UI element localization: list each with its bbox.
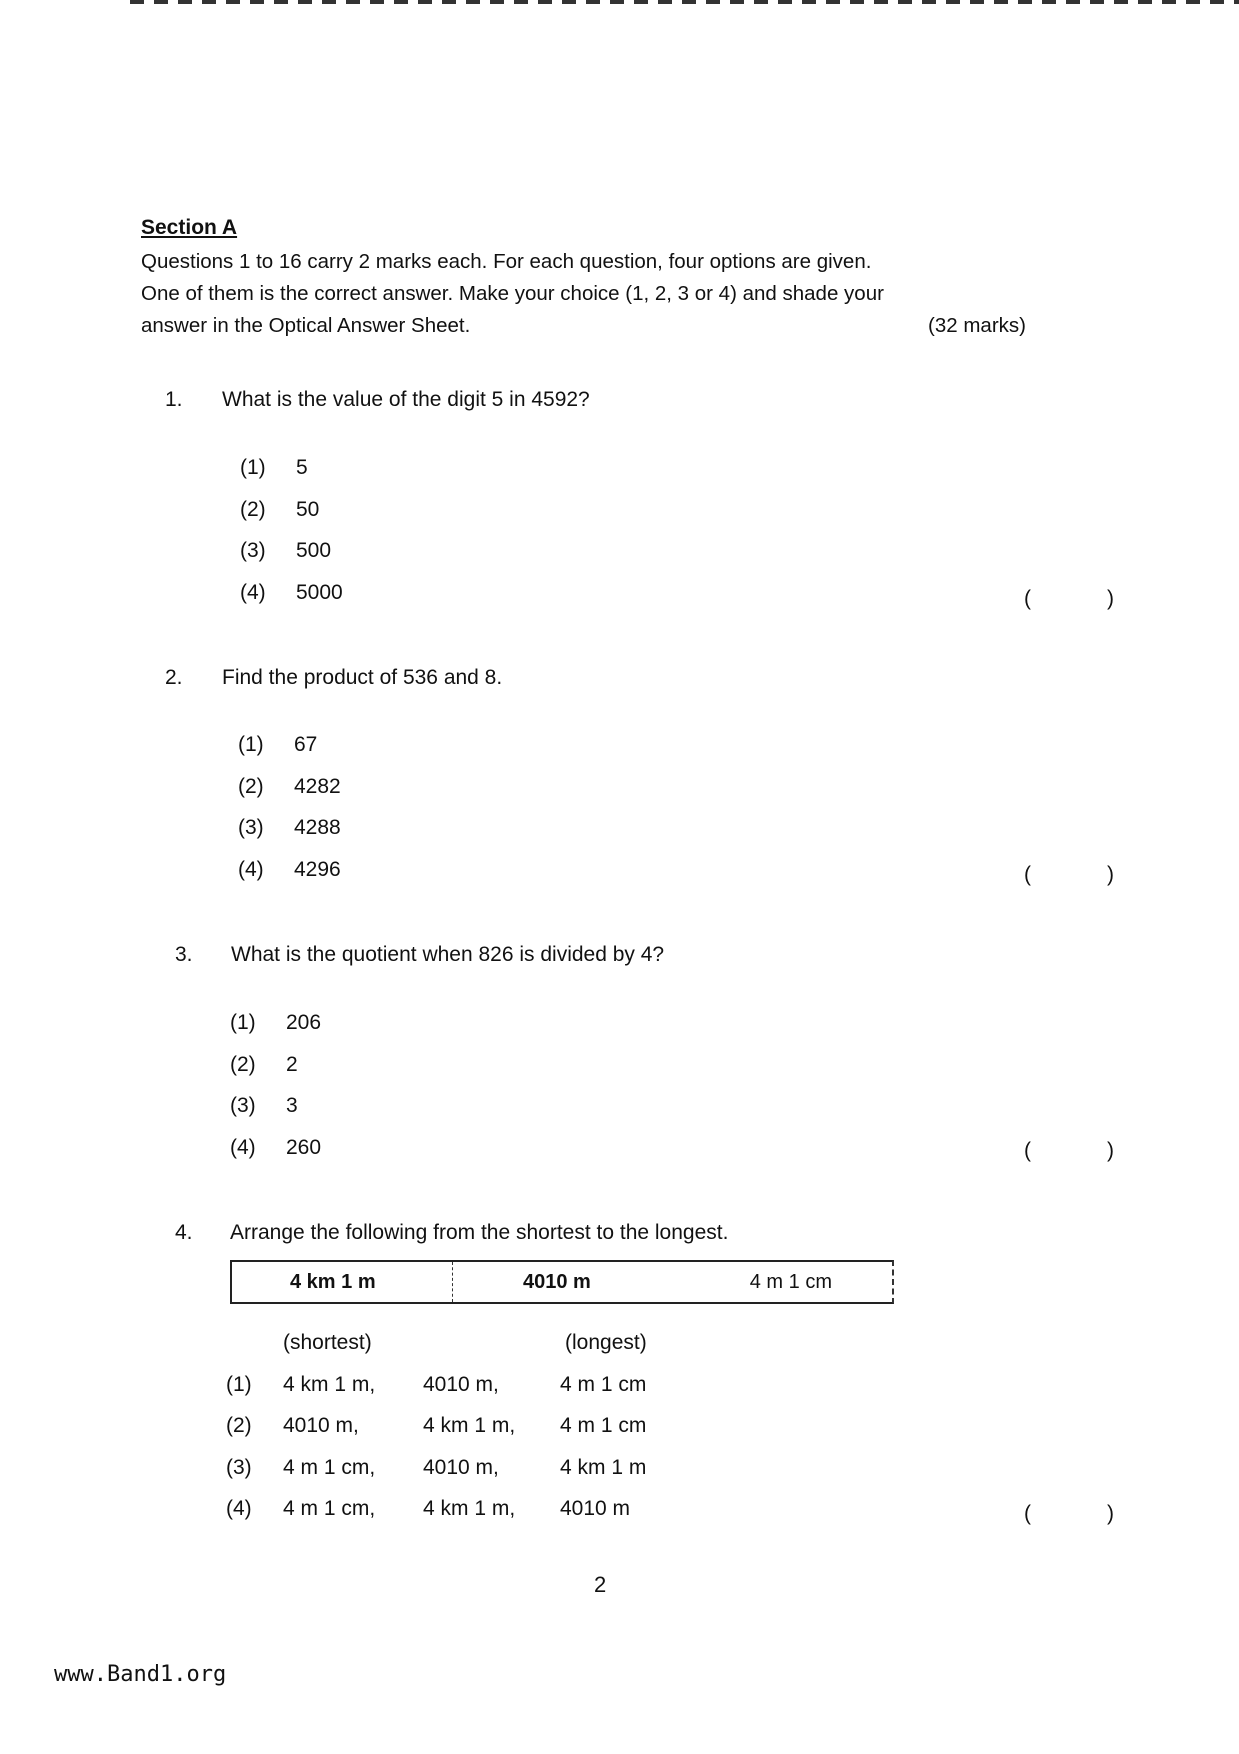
lengths-table [230,1260,894,1304]
footer-url: www.Band1.org [54,1662,227,1687]
option[interactable] [238,816,341,858]
instruction-line-last [141,310,1026,342]
answer-box[interactable] [1024,863,1114,887]
option-part: 4 km 1 m, [423,1414,516,1437]
table-cell: 4 m 1 cm [749,1270,832,1293]
option-number: (2) [230,1052,256,1076]
option-number: (3) [240,539,266,562]
option-part: 4 km 1 m, [423,1497,516,1520]
option-number: (1) [230,1011,256,1034]
bracket-close: ) [1107,1502,1114,1525]
option-part: 4010 m, [423,1372,499,1396]
question-text: Find the product of 536 and 8. [222,666,503,689]
instruction-line: One of them is the correct answer. Make your choice (1, 2, 3 or 4) and shade your [141,282,884,305]
option-part: 4010 m, [423,1455,499,1479]
option-number: (2) [226,1414,252,1437]
option-text: 500 [296,539,332,562]
bracket-close: ) [1107,863,1114,886]
option-number: (4) [238,857,264,881]
answer-box[interactable] [1024,587,1114,611]
option-part: 4 m 1 cm [560,1414,647,1437]
option-text: 206 [286,1011,322,1034]
question-number: 3. [175,943,193,966]
option-text: 4288 [294,816,341,839]
option[interactable] [240,539,343,581]
option-part: 4 km 1 m [560,1455,647,1479]
option-text: 3 [286,1094,298,1117]
table-cell: 4010 m [523,1270,591,1293]
option[interactable] [238,733,341,775]
question-2-options [238,733,341,899]
option-number: (4) [226,1497,252,1520]
question-text: Arrange the following from the shortest to the longest. [230,1221,729,1244]
question-number: 2. [165,666,183,689]
question-4-options [226,1331,685,1539]
total-marks: (32 marks) [928,314,1026,337]
option[interactable] [240,581,343,623]
option[interactable] [238,775,341,817]
option-part: 4010 m, [283,1414,359,1437]
header-longest: (longest) [565,1331,647,1354]
answer-box[interactable] [1024,1139,1114,1163]
question-text: What is the quotient when 826 is divided by 4? [231,943,665,966]
option-text: 4296 [294,857,341,881]
top-dashed-rule [130,0,1239,4]
option-number: (3) [230,1094,256,1117]
bracket-close: ) [1107,587,1114,610]
option-number: (3) [238,816,264,839]
option-text: 4282 [294,774,341,798]
option-number: (1) [226,1372,252,1396]
answer-box[interactable] [1024,1502,1114,1526]
bracket-close: ) [1107,1139,1114,1162]
option[interactable] [226,1373,685,1415]
option-number: (3) [226,1455,252,1479]
header-shortest: (shortest) [283,1331,372,1354]
option-text: 5000 [296,580,343,604]
question-1-options [240,456,343,622]
option[interactable] [230,1053,321,1095]
bracket-open: ( [1024,1139,1031,1162]
option-part: 4010 m [560,1497,631,1520]
option[interactable] [240,498,343,540]
option-number: (2) [238,774,264,798]
instruction-line: Questions 1 to 16 carry 2 marks each. For each question, four options are given. [141,250,872,273]
option[interactable] [226,1497,685,1539]
section-title: Section A [141,216,238,239]
option-number: (1) [238,733,264,756]
option-text: 5 [296,456,308,479]
option-part: 4 km 1 m, [283,1372,376,1396]
table-cell: 4 km 1 m [232,1262,453,1302]
option-text: 260 [286,1135,322,1159]
option-header [226,1331,685,1373]
question-text: What is the value of the digit 5 in 4592? [222,388,590,411]
option[interactable] [226,1456,685,1498]
option[interactable] [230,1094,321,1136]
question-number: 1. [165,388,183,411]
option-number: (4) [240,580,266,604]
option-text: 50 [296,497,320,521]
option[interactable] [226,1414,685,1456]
option-text: 2 [286,1052,298,1076]
option[interactable] [238,858,341,900]
instructions [141,246,1041,342]
option-text: 67 [294,733,318,756]
bracket-open: ( [1024,863,1031,886]
question-number: 4. [175,1221,193,1244]
page-number: 2 [594,1572,607,1597]
option-number: (4) [230,1135,256,1159]
option[interactable] [230,1011,321,1053]
option[interactable] [240,456,343,498]
bracket-open: ( [1024,587,1031,610]
option-number: (1) [240,456,266,479]
bracket-open: ( [1024,1502,1031,1525]
option-part: 4 m 1 cm, [283,1455,376,1479]
section-a [141,216,1041,342]
instruction-line: answer in the Optical Answer Sheet. [141,314,471,337]
question-3-options [230,1011,321,1177]
option[interactable] [230,1136,321,1178]
option-number: (2) [240,497,266,521]
option-part: 4 m 1 cm [560,1372,647,1396]
option-part: 4 m 1 cm, [283,1497,376,1520]
